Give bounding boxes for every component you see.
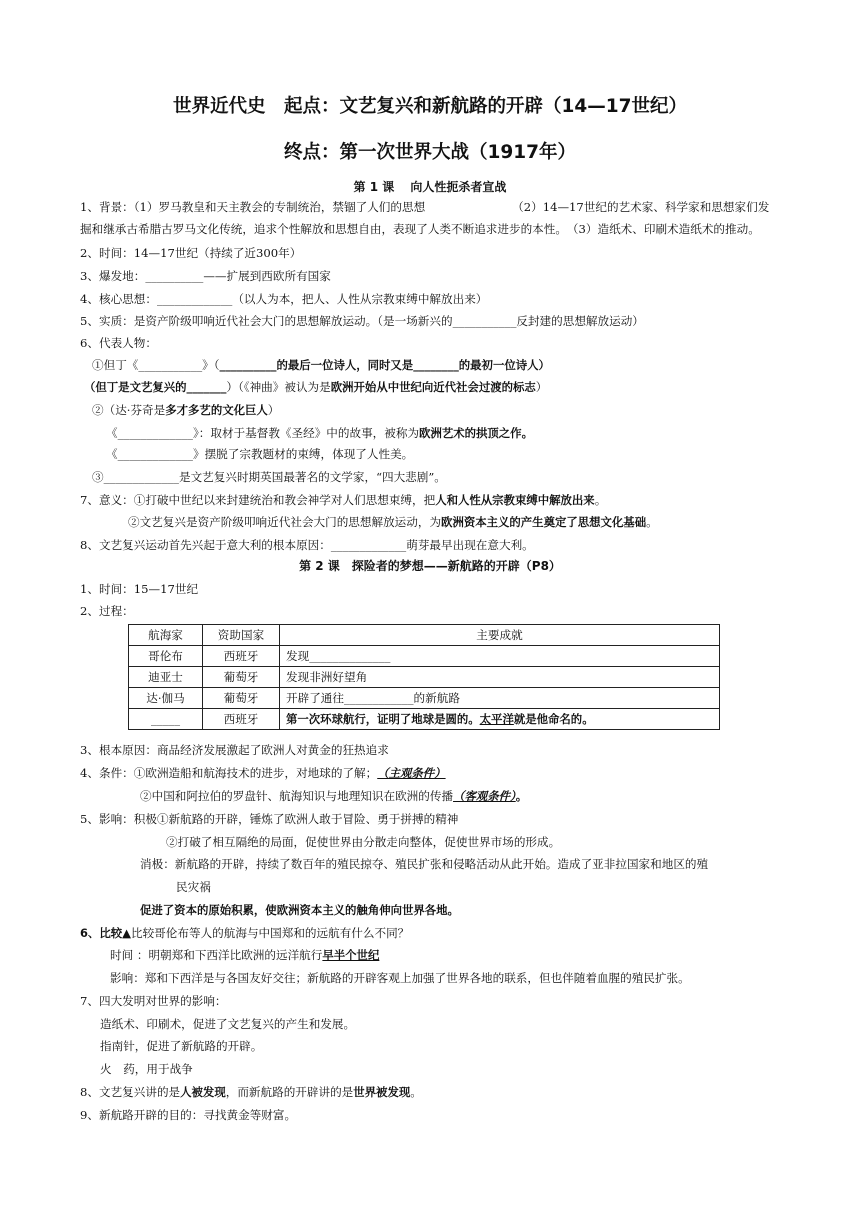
work2-open: 《 bbox=[106, 447, 118, 461]
dante-blank-1: ___________ bbox=[138, 358, 203, 372]
lesson2-heading: 第 2 课 探险者的梦想——新航路的开辟（P8） bbox=[299, 559, 561, 573]
sig1-text-b: 人和人性从宗教束缚中解放出来 bbox=[435, 493, 595, 507]
essence-text: 反封建的思想解放运动） bbox=[516, 314, 644, 328]
shakespeare-line bbox=[92, 469, 446, 485]
l2-purpose-line: 9、新航路开辟的目的：寻找黄金等财富。 bbox=[80, 1108, 297, 1122]
table-row bbox=[129, 688, 720, 709]
achievement-text: 发现 bbox=[286, 649, 310, 663]
diff-text-a: 8、文艺复兴讲的是 bbox=[80, 1085, 181, 1099]
vinci-text-b: 多才多艺的文化巨人 bbox=[165, 403, 268, 417]
achievement-blank: ____________ bbox=[343, 691, 414, 705]
dante-blank-3: ________ bbox=[413, 358, 459, 372]
cond1-tag: （主观条件） bbox=[377, 766, 446, 780]
compare-label: 6、比较 bbox=[80, 926, 123, 940]
essence-line bbox=[80, 313, 644, 329]
vinci-text-a: ②（达·芬奇是 bbox=[92, 403, 166, 417]
l2-invention-3: 火 药，用于战争 bbox=[100, 1062, 193, 1076]
dante2-text-d: ） bbox=[535, 380, 548, 394]
core-text: （以人为本，把人、人性从宗教束缚中解放出来） bbox=[232, 292, 488, 306]
country-cell: 西班牙 bbox=[203, 709, 280, 730]
table-row bbox=[129, 709, 720, 730]
l2-invention-1: 造纸术、印刷术，促进了文艺复兴的产生和发展。 bbox=[100, 1017, 356, 1031]
origin-text: ——扩展到西欧所有国家 bbox=[203, 269, 331, 283]
compare-question: ▲比较哥伦布等人的航海与中国郑和的远航有什么不同？ bbox=[122, 926, 410, 940]
table-header-row bbox=[129, 625, 720, 646]
navigator-cell: 哥伦布 bbox=[129, 646, 203, 667]
work1-open: 《 bbox=[106, 426, 118, 440]
dante-text-d: 的最初一位诗人） bbox=[458, 358, 550, 372]
cond2-text: ②中国和阿拉伯的罗盘针、航海知识与地理知识在欧洲的传播 bbox=[140, 789, 454, 803]
vinci-line bbox=[92, 402, 279, 418]
l2-process-label: 2、过程： bbox=[80, 604, 134, 618]
work2-blank: _____________ bbox=[117, 447, 193, 461]
table-header-cell: 主要成就 bbox=[280, 625, 720, 646]
magellan-pacific: 太平洋 bbox=[479, 712, 514, 726]
sig1-text-c: 。 bbox=[594, 493, 607, 507]
origin-line bbox=[80, 268, 331, 284]
dante-line bbox=[92, 357, 550, 373]
figures-label: 6、代表人物： bbox=[80, 336, 157, 350]
magellan-text-a: 第一次环球航行，证明了地球是圆的。 bbox=[286, 712, 480, 726]
dante-blank-2: __________ bbox=[219, 358, 277, 372]
l2-root-line: 3、根本原因：商品经济发展激起了欧洲人对黄金的狂热追求 bbox=[80, 743, 389, 757]
country-cell: 西班牙 bbox=[203, 646, 280, 667]
magellan-text-c: 就是他命名的。 bbox=[513, 712, 594, 726]
achievement-cell: 发现非洲好望角 bbox=[280, 667, 720, 688]
background-line-a: 1、背景：（1）罗马教皇和天主教会的专制统治，禁锢了人们的思想 （2）14—17世纪的艺术家、科学家和思想家们发 bbox=[80, 200, 770, 214]
root-text-b: 萌芽最早出现在意大利。 bbox=[406, 538, 534, 552]
diff-text-b: 人被发现 bbox=[180, 1085, 226, 1099]
origin-blank: __________ bbox=[145, 269, 204, 283]
dante-text-b: 》（ bbox=[202, 358, 220, 372]
sig2-text-a: ②文艺复兴是资产阶级叩响近代社会大门的思想解放运动，为 bbox=[128, 515, 442, 529]
significance-line-2 bbox=[128, 514, 658, 530]
work1-text: 》：取材于基督教《圣经》中的故事，被称为 bbox=[192, 426, 420, 440]
l2-influence-1: 5、影响：积极①新航路的开辟，锤炼了欧洲人敢于冒险、勇于拼搏的精神 bbox=[80, 812, 459, 826]
work1-blank: _____________ bbox=[117, 426, 193, 440]
diff-text-d: 世界被发现 bbox=[353, 1085, 411, 1099]
background-line-b: 掘和继承古希腊古罗马文化传统，追求个性解放和思想自由，表现了人类不断追求进步的本性。 （3）造纸术、印刷术造纸术的推动。 bbox=[80, 222, 760, 236]
navigator-cell: 迪亚士 bbox=[129, 667, 203, 688]
core-line bbox=[80, 291, 487, 307]
page-title-line1: 世界近代史 起点：文艺复兴和新航路的开辟（14—17世纪） bbox=[173, 96, 687, 117]
table-row bbox=[129, 667, 720, 688]
cond1-text: 4、条件：①欧洲造船和航海技术的进步，对地球的了解； bbox=[80, 766, 378, 780]
achievement-cell bbox=[280, 688, 720, 709]
l2-time-line: 1、时间：15—17世纪 bbox=[80, 582, 199, 596]
root-text-a: 8、文艺复兴运动首先兴起于意大利的根本原因： bbox=[80, 538, 331, 552]
root-cause-line bbox=[80, 537, 534, 553]
core-label: 4、核心思想： bbox=[80, 292, 157, 306]
table-row bbox=[129, 646, 720, 667]
voyages-table bbox=[128, 624, 720, 730]
vinci-work-1 bbox=[106, 425, 533, 441]
shak-blank: _____________ bbox=[103, 470, 179, 484]
achievement-cell bbox=[280, 709, 720, 730]
dante2-text-c: 欧洲开始从中世纪向近代社会过渡的标志 bbox=[330, 380, 536, 394]
table-header-cell: 航海家 bbox=[129, 625, 203, 646]
l2-compare-line bbox=[80, 925, 409, 941]
country-cell: 葡萄牙 bbox=[203, 688, 280, 709]
cond2-tag: （客观条件） bbox=[453, 789, 516, 803]
dante2-text-b: ）（《神曲》被认为是 bbox=[226, 380, 331, 394]
l2-invention-2: 指南针，促进了新航路的开辟。 bbox=[100, 1039, 263, 1053]
cond2-end: 。 bbox=[515, 789, 528, 803]
achievement-text-end: 的新航路 bbox=[413, 691, 460, 705]
l2-inventions-title: 7、四大发明对世界的影响： bbox=[80, 994, 227, 1008]
country-cell: 葡萄牙 bbox=[203, 667, 280, 688]
diff-text-c: ，而新航路的开辟讲的是 bbox=[225, 1085, 354, 1099]
time-line: 2、时间：14—17世纪（持续了近300年） bbox=[80, 246, 302, 260]
dante-text-c: 的最后一位诗人，同时又是 bbox=[276, 358, 414, 372]
essence-blank: ___________ bbox=[452, 314, 517, 328]
compare-time-text: 时间 ：明朝郑和下西洋比欧洲的远洋航行 bbox=[110, 948, 323, 962]
work2-text: 》摆脱了宗教题材的束缚，体现了人性美。 bbox=[192, 447, 414, 461]
shak-num: ③ bbox=[92, 470, 104, 484]
achievement-text: 开辟了通往 bbox=[286, 691, 344, 705]
significance-line-1 bbox=[80, 492, 606, 508]
essence-label: 5、实质：是资产阶级叩响近代社会大门的思想解放运动。（是一场新兴的 bbox=[80, 314, 453, 328]
dante-text-a: ①但丁《 bbox=[92, 358, 139, 372]
dante-line-2 bbox=[84, 379, 547, 395]
l2-condition-2 bbox=[140, 788, 527, 804]
dante2-blank: _______ bbox=[186, 380, 227, 394]
sig2-text-b: 欧洲资本主义的产生奠定了思想文化基础 bbox=[441, 515, 647, 529]
achievement-cell bbox=[280, 646, 720, 667]
sig2-text-c: 。 bbox=[646, 515, 658, 529]
core-blank: _____________ bbox=[156, 292, 233, 306]
l2-capital-line: 促进了资本的原始积累，使欧洲资本主义的触角伸向世界各地。 bbox=[140, 903, 459, 917]
vinci-text-c: ） bbox=[267, 403, 280, 417]
compare-time-bold: 早半个世纪 bbox=[322, 948, 380, 962]
shak-text: 是文艺复兴时期英国最著名的文学家，“四大悲剧”。 bbox=[178, 470, 446, 484]
diff-text-e: 。 bbox=[410, 1085, 422, 1099]
l2-discovery-line bbox=[80, 1084, 422, 1100]
work1-bold: 欧洲艺术的拱顶之作。 bbox=[419, 426, 533, 440]
navigator-cell: 达·伽马 bbox=[129, 688, 203, 709]
vinci-work-2 bbox=[106, 446, 413, 462]
page-title-line2: 终点：第一次世界大战（1917年） bbox=[284, 142, 576, 163]
l2-negative-a: 消极：新航路的开辟，持续了数百年的殖民掠夺、殖民扩张和侵略活动从此开始。造成了亚非拉国家和地区的殖 bbox=[140, 857, 709, 871]
achievement-blank: ______________ bbox=[309, 649, 391, 663]
lesson1-heading: 第 1 课 向人性扼杀者宣战 bbox=[353, 180, 507, 194]
l2-influence-2: ②打破了相互隔绝的局面，促使世界由分散走向整体，促使世界市场的形成。 bbox=[166, 835, 561, 849]
l2-negative-b: 民灾祸 bbox=[176, 880, 211, 894]
origin-label: 3、爆发地： bbox=[80, 269, 146, 283]
dante2-text-a: （但丁是文艺复兴的 bbox=[84, 380, 187, 394]
root-blank: _____________ bbox=[330, 538, 407, 552]
l2-compare-influence: 影响：郑和下西洋是与各国友好交往；新航路的开辟客观上加强了世界各地的联系，但也伴随着血腥的殖民扩张。 bbox=[110, 971, 690, 985]
l2-compare-time bbox=[110, 947, 379, 963]
l2-condition-1 bbox=[80, 765, 446, 781]
table-header-cell: 资助国家 bbox=[203, 625, 280, 646]
sig1-text-a: 7、意义：①打破中世纪以来封建统治和教会神学对人们思想束缚，把 bbox=[80, 493, 436, 507]
navigator-cell: _____ bbox=[129, 709, 203, 730]
